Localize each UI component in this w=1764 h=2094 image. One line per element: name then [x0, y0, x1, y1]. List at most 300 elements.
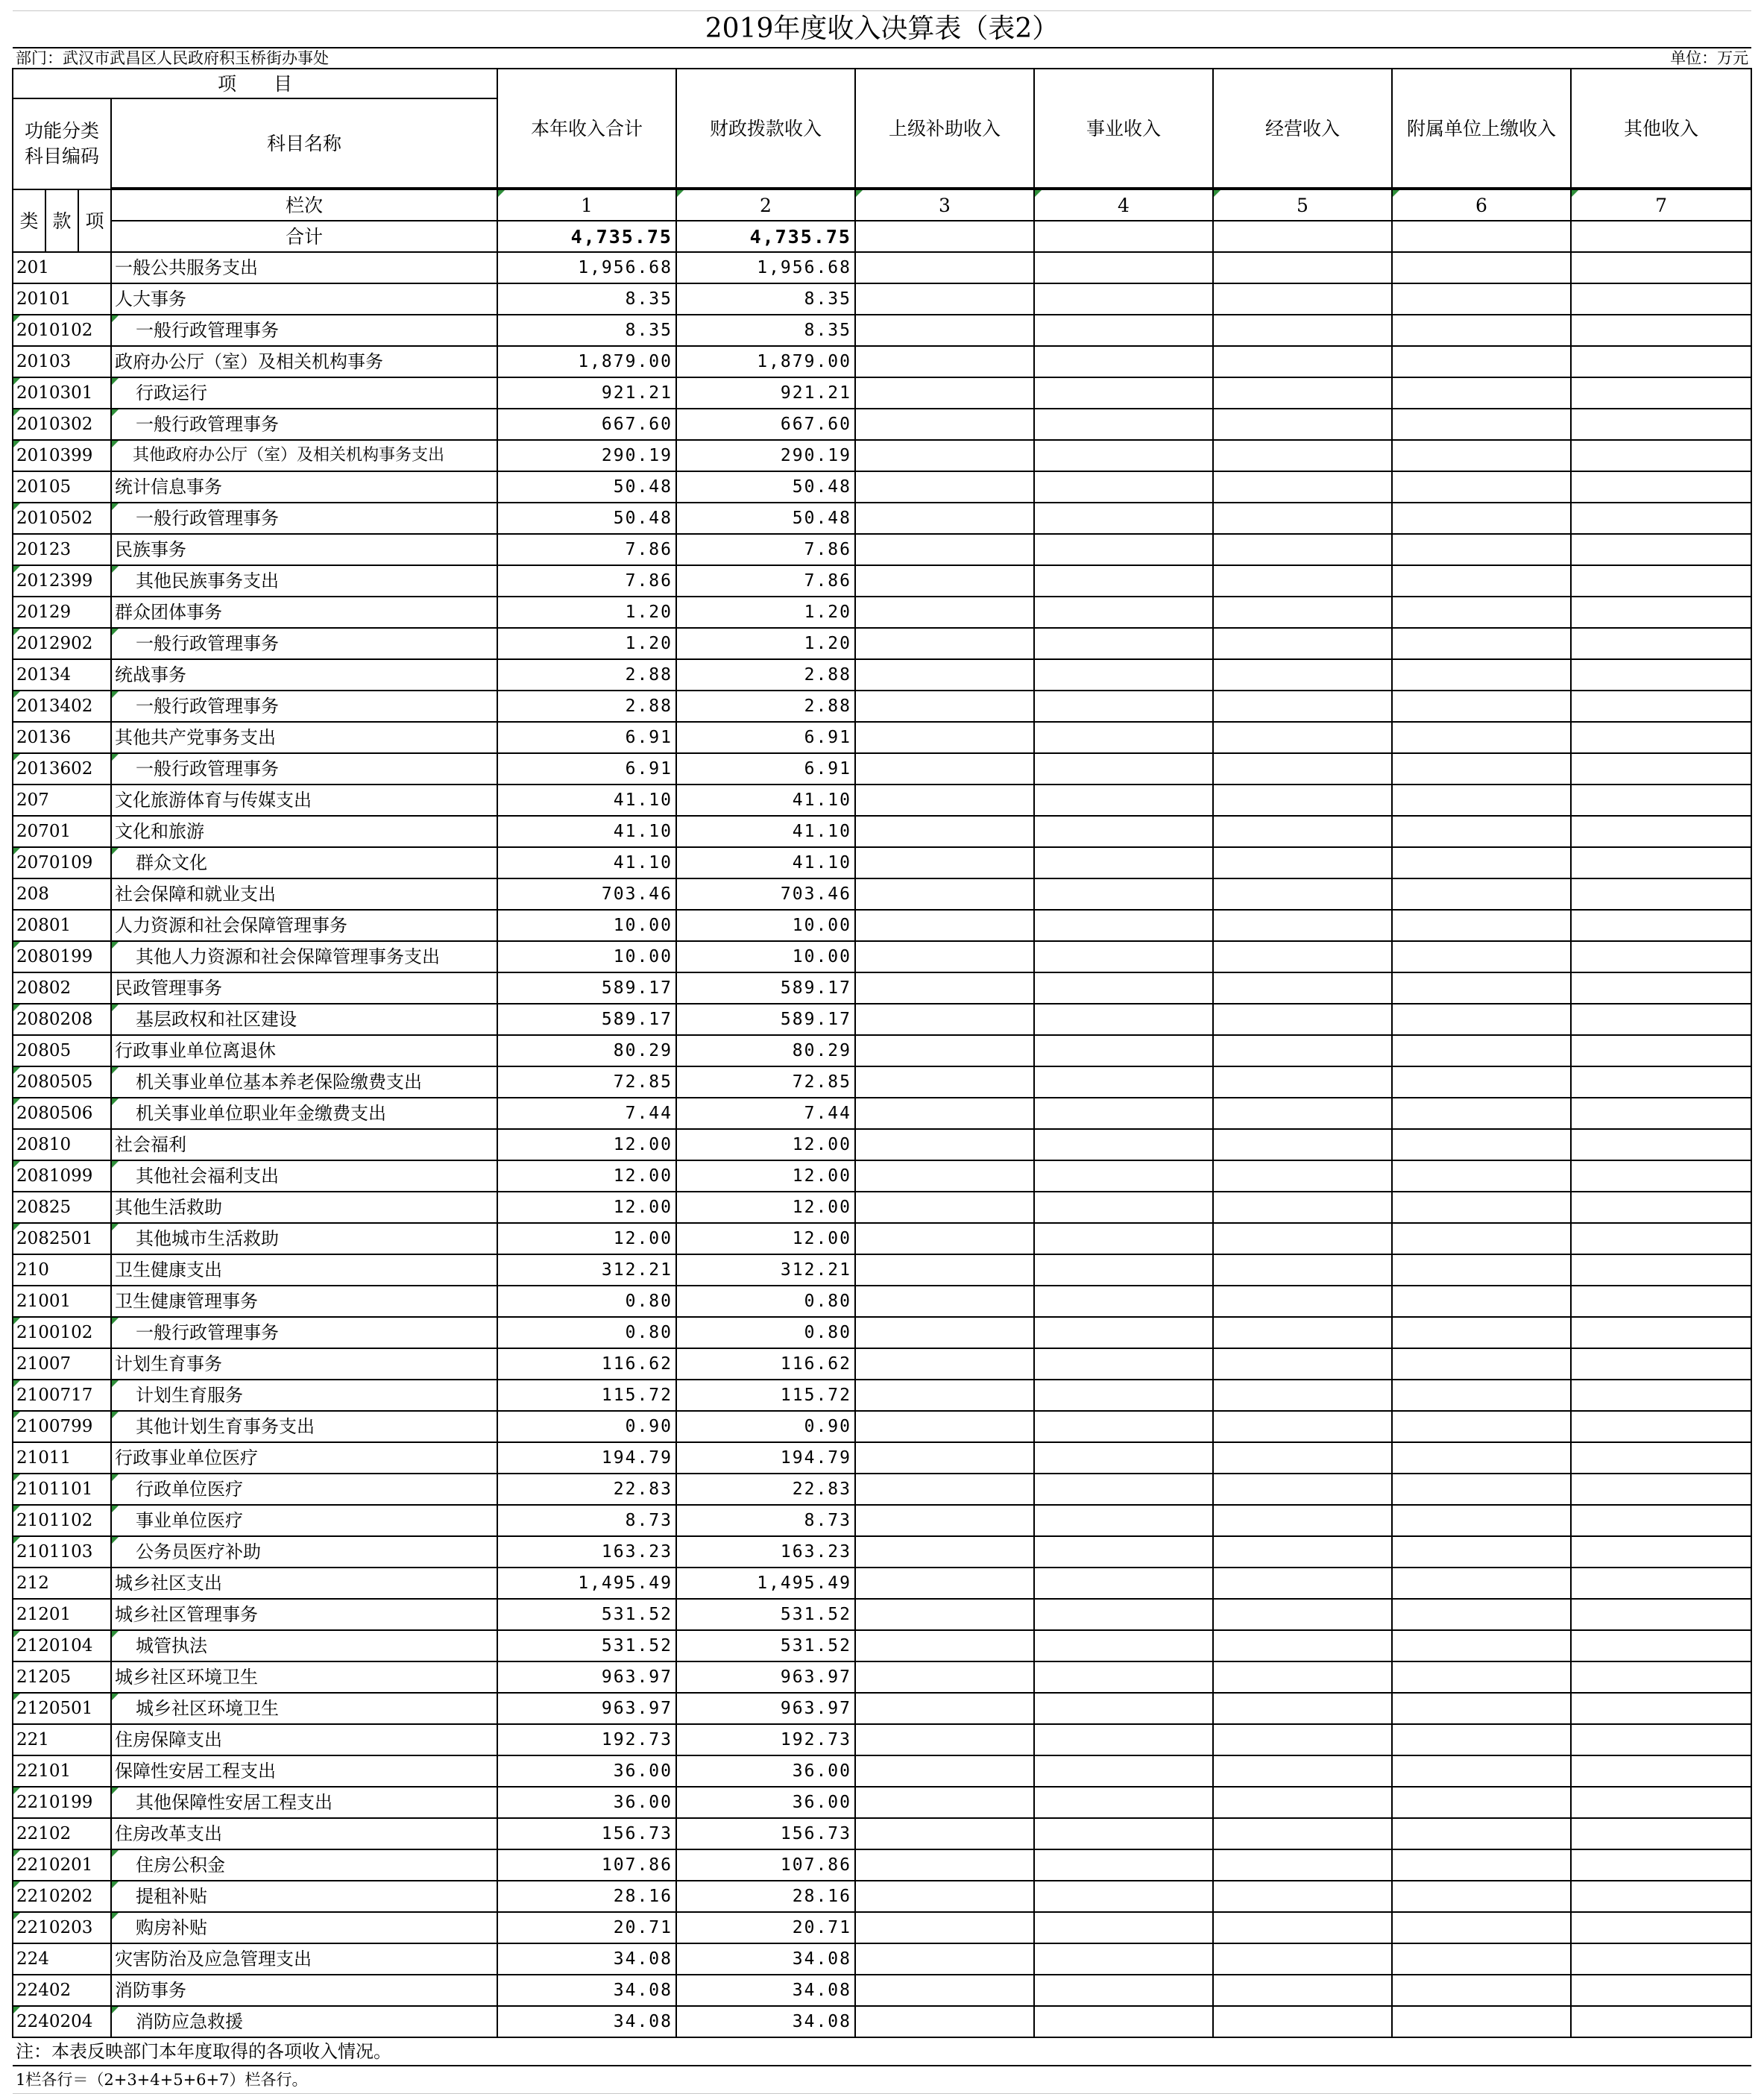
- row-col-1: 0.90: [497, 1411, 676, 1442]
- row-code: 20802: [13, 972, 111, 1004]
- row-col-1: 41.10: [497, 847, 676, 878]
- table-row: [13, 377, 1751, 409]
- row-col-7: [1571, 1661, 1751, 1693]
- row-col-4: [1034, 659, 1213, 691]
- row-col-5: [1213, 1599, 1392, 1630]
- row-col-6: [1392, 377, 1571, 409]
- row-col-7: [1571, 1317, 1751, 1348]
- row-col-6: [1392, 1066, 1571, 1098]
- row-col-1: 156.73: [497, 1818, 676, 1849]
- row-code: 2100717: [13, 1380, 111, 1411]
- row-code: 21205: [13, 1661, 111, 1693]
- row-col-7: [1571, 1849, 1751, 1881]
- row-col-2: 50.48: [676, 503, 855, 534]
- row-col-6: [1392, 878, 1571, 910]
- row-col-5: [1213, 1693, 1392, 1724]
- row-col-1: 12.00: [497, 1160, 676, 1192]
- row-subject-name: 其他城市生活救助: [111, 1223, 497, 1254]
- table-row: [13, 1536, 1751, 1568]
- row-code: 2010502: [13, 503, 111, 534]
- row-col-7: [1571, 1881, 1751, 1912]
- row-code: 2012902: [13, 628, 111, 659]
- row-col-6: [1392, 941, 1571, 972]
- row-col-1: 7.44: [497, 1098, 676, 1129]
- row-col-2: 34.08: [676, 1943, 855, 1975]
- row-col-4: [1034, 753, 1213, 785]
- row-col-6: [1392, 2006, 1571, 2037]
- row-col-4: [1034, 1630, 1213, 1661]
- row-col-6: [1392, 1223, 1571, 1254]
- row-subject-name: 一般行政管理事务: [111, 1317, 497, 1348]
- row-col-7: [1571, 409, 1751, 440]
- row-col-2: 12.00: [676, 1160, 855, 1192]
- row-subject-name: 购房补贴: [111, 1912, 497, 1943]
- row-subject-name: 保障性安居工程支出: [111, 1755, 497, 1787]
- row-code: 20805: [13, 1035, 111, 1066]
- row-code: 20810: [13, 1129, 111, 1160]
- row-col-7: [1571, 691, 1751, 722]
- row-col-1: 963.97: [497, 1693, 676, 1724]
- row-col-7: [1571, 2006, 1751, 2037]
- row-col-6: [1392, 534, 1571, 565]
- table-row: [13, 1223, 1751, 1254]
- row-code: 2080208: [13, 1004, 111, 1035]
- row-col-2: 531.52: [676, 1630, 855, 1661]
- row-subject-name: 住房公积金: [111, 1849, 497, 1881]
- row-subject-name: 群众文化: [111, 847, 497, 878]
- row-col-3: [855, 1818, 1034, 1849]
- row-col-2: 6.91: [676, 753, 855, 785]
- row-col-5: [1213, 377, 1392, 409]
- row-col-7: [1571, 1787, 1751, 1818]
- row-col-3: [855, 1787, 1034, 1818]
- row-col-4: [1034, 691, 1213, 722]
- row-subject-name: 其他生活救助: [111, 1192, 497, 1223]
- row-col-6: [1392, 315, 1571, 346]
- row-col-3: [855, 377, 1034, 409]
- col-num-4: 4: [1034, 189, 1213, 221]
- row-col-5: [1213, 1286, 1392, 1317]
- row-col-3: [855, 972, 1034, 1004]
- row-col-4: [1034, 941, 1213, 972]
- row-col-7: [1571, 910, 1751, 941]
- table-row: [13, 534, 1751, 565]
- row-col-4: [1034, 1380, 1213, 1411]
- row-code: 2100102: [13, 1317, 111, 1348]
- row-col-6: [1392, 1661, 1571, 1693]
- row-col-5: [1213, 346, 1392, 377]
- row-col-4: [1034, 1474, 1213, 1505]
- row-col-2: 12.00: [676, 1192, 855, 1223]
- row-col-5: [1213, 628, 1392, 659]
- row-col-2: 1,956.68: [676, 252, 855, 283]
- row-col-7: [1571, 565, 1751, 597]
- row-col-4: [1034, 1348, 1213, 1380]
- row-col-3: [855, 1505, 1034, 1536]
- row-col-5: [1213, 691, 1392, 722]
- table-row: [13, 659, 1751, 691]
- row-code: 20103: [13, 346, 111, 377]
- row-col-6: [1392, 440, 1571, 471]
- table-row: [13, 1755, 1751, 1787]
- table-row: [13, 1192, 1751, 1223]
- row-col-5: [1213, 1661, 1392, 1693]
- row-code: 2010302: [13, 409, 111, 440]
- row-col-6: [1392, 1599, 1571, 1630]
- row-col-5: [1213, 1630, 1392, 1661]
- table-row: [13, 1943, 1751, 1975]
- table-row: [13, 1599, 1751, 1630]
- row-col-2: 7.86: [676, 534, 855, 565]
- row-col-4: [1034, 252, 1213, 283]
- row-subject-name: 社会福利: [111, 1129, 497, 1160]
- row-col-3: [855, 1724, 1034, 1755]
- row-col-1: 10.00: [497, 941, 676, 972]
- table-row: [13, 1442, 1751, 1474]
- row-col-2: 921.21: [676, 377, 855, 409]
- row-col-6: [1392, 910, 1571, 941]
- table-row: [13, 440, 1751, 471]
- col-num-3: 3: [855, 189, 1034, 221]
- row-col-2: 10.00: [676, 910, 855, 941]
- table-row: [13, 972, 1751, 1004]
- table-row: [13, 1254, 1751, 1286]
- row-col-7: [1571, 1223, 1751, 1254]
- row-col-6: [1392, 1943, 1571, 1975]
- table-row: [13, 1380, 1751, 1411]
- row-col-7: [1571, 1035, 1751, 1066]
- row-col-7: [1571, 659, 1751, 691]
- header-col-6: 附属单位上缴收入: [1392, 69, 1571, 188]
- row-code: 2240204: [13, 2006, 111, 2037]
- row-col-5: [1213, 1943, 1392, 1975]
- row-col-3: [855, 346, 1034, 377]
- row-col-2: 34.08: [676, 2006, 855, 2037]
- row-col-4: [1034, 1286, 1213, 1317]
- row-col-4: [1034, 1693, 1213, 1724]
- row-code: 22101: [13, 1755, 111, 1787]
- department-label: 部门：武汉市武昌区人民政府积玉桥街办事处: [13, 48, 1392, 69]
- row-col-4: [1034, 847, 1213, 878]
- row-col-2: 1,495.49: [676, 1568, 855, 1599]
- row-col-5: [1213, 816, 1392, 847]
- row-col-7: [1571, 1943, 1751, 1975]
- row-col-4: [1034, 471, 1213, 503]
- row-col-3: [855, 1630, 1034, 1661]
- row-col-4: [1034, 1975, 1213, 2006]
- row-col-3: [855, 628, 1034, 659]
- row-subject-name: 文化旅游体育与传媒支出: [111, 785, 497, 816]
- table-row: [13, 1004, 1751, 1035]
- row-col-7: [1571, 1380, 1751, 1411]
- row-col-7: [1571, 1724, 1751, 1755]
- row-col-3: [855, 691, 1034, 722]
- row-col-7: [1571, 878, 1751, 910]
- row-col-7: [1571, 753, 1751, 785]
- row-col-1: 531.52: [497, 1630, 676, 1661]
- row-subject-name: 机关事业单位职业年金缴费支出: [111, 1098, 497, 1129]
- row-code: 20105: [13, 471, 111, 503]
- row-subject-name: 其他保障性安居工程支出: [111, 1787, 497, 1818]
- row-col-6: [1392, 722, 1571, 753]
- row-col-1: 667.60: [497, 409, 676, 440]
- row-col-7: [1571, 283, 1751, 315]
- table-row: [13, 1348, 1751, 1380]
- row-col-1: 7.86: [497, 534, 676, 565]
- row-subject-name: 人力资源和社会保障管理事务: [111, 910, 497, 941]
- row-col-1: 80.29: [497, 1035, 676, 1066]
- row-col-6: [1392, 565, 1571, 597]
- row-col-4: [1034, 816, 1213, 847]
- row-col-5: [1213, 597, 1392, 628]
- row-col-4: [1034, 972, 1213, 1004]
- row-code: 20134: [13, 659, 111, 691]
- row-col-1: 8.35: [497, 283, 676, 315]
- row-code: 20136: [13, 722, 111, 753]
- row-col-4: [1034, 1881, 1213, 1912]
- row-col-3: [855, 1035, 1034, 1066]
- row-col-4: [1034, 1035, 1213, 1066]
- row-subject-name: 一般行政管理事务: [111, 409, 497, 440]
- row-col-3: [855, 1286, 1034, 1317]
- row-code: 2100799: [13, 1411, 111, 1442]
- row-col-3: [855, 753, 1034, 785]
- row-col-6: [1392, 659, 1571, 691]
- row-code: 22402: [13, 1975, 111, 2006]
- row-col-2: 0.90: [676, 1411, 855, 1442]
- row-col-4: [1034, 1317, 1213, 1348]
- row-subject-name: 文化和旅游: [111, 816, 497, 847]
- row-code: 224: [13, 1943, 111, 1975]
- row-col-6: [1392, 252, 1571, 283]
- row-col-5: [1213, 1442, 1392, 1474]
- row-col-2: 531.52: [676, 1599, 855, 1630]
- table-row: [13, 878, 1751, 910]
- table-row: [13, 1661, 1751, 1693]
- row-col-3: [855, 1975, 1034, 2006]
- row-col-6: [1392, 471, 1571, 503]
- row-col-3: [855, 722, 1034, 753]
- row-col-3: [855, 1881, 1034, 1912]
- row-col-5: [1213, 1568, 1392, 1599]
- row-col-2: 36.00: [676, 1787, 855, 1818]
- row-code: 2120501: [13, 1693, 111, 1724]
- table-row: [13, 847, 1751, 878]
- row-subject-name: 城乡社区环境卫生: [111, 1693, 497, 1724]
- row-col-3: [855, 503, 1034, 534]
- row-col-1: 7.86: [497, 565, 676, 597]
- row-col-4: [1034, 1943, 1213, 1975]
- row-col-3: [855, 659, 1034, 691]
- row-code: 20825: [13, 1192, 111, 1223]
- row-col-1: 36.00: [497, 1755, 676, 1787]
- row-col-5: [1213, 941, 1392, 972]
- row-col-4: [1034, 534, 1213, 565]
- row-code: 2082501: [13, 1223, 111, 1254]
- row-col-6: [1392, 1630, 1571, 1661]
- row-code: 2120104: [13, 1630, 111, 1661]
- row-col-4: [1034, 1254, 1213, 1286]
- row-subject-name: 统计信息事务: [111, 471, 497, 503]
- table-row: [13, 628, 1751, 659]
- row-col-1: 0.80: [497, 1317, 676, 1348]
- total-label: 合计: [111, 221, 497, 252]
- row-col-6: [1392, 409, 1571, 440]
- row-col-5: [1213, 283, 1392, 315]
- row-col-4: [1034, 878, 1213, 910]
- income-table: [12, 10, 1752, 2094]
- row-subject-name: 公务员医疗补助: [111, 1536, 497, 1568]
- row-code: 201: [13, 252, 111, 283]
- row-subject-name: 社会保障和就业支出: [111, 878, 497, 910]
- row-col-7: [1571, 1536, 1751, 1568]
- row-subject-name: 民政管理事务: [111, 972, 497, 1004]
- row-col-4: [1034, 1818, 1213, 1849]
- row-subject-name: 提租补贴: [111, 1881, 497, 1912]
- row-col-6: [1392, 597, 1571, 628]
- row-code: 2101103: [13, 1536, 111, 1568]
- row-code: 2080505: [13, 1066, 111, 1098]
- row-col-7: [1571, 1098, 1751, 1129]
- row-col-2: 963.97: [676, 1693, 855, 1724]
- row-col-7: [1571, 1505, 1751, 1536]
- row-col-6: [1392, 1536, 1571, 1568]
- row-col-4: [1034, 409, 1213, 440]
- table-row: [13, 1317, 1751, 1348]
- row-col-3: [855, 785, 1034, 816]
- table-row: [13, 1160, 1751, 1192]
- table-row: [13, 1568, 1751, 1599]
- row-col-7: [1571, 1818, 1751, 1849]
- row-col-6: [1392, 1348, 1571, 1380]
- row-col-6: [1392, 1724, 1571, 1755]
- row-col-4: [1034, 440, 1213, 471]
- row-subject-name: 其他政府办公厅（室）及相关机构事务支出: [111, 440, 497, 471]
- row-col-6: [1392, 1098, 1571, 1129]
- row-col-2: 116.62: [676, 1348, 855, 1380]
- row-subject-name: 住房保障支出: [111, 1724, 497, 1755]
- row-col-4: [1034, 377, 1213, 409]
- row-col-6: [1392, 1411, 1571, 1442]
- row-col-5: [1213, 1881, 1392, 1912]
- row-code: 21007: [13, 1348, 111, 1380]
- row-col-4: [1034, 1755, 1213, 1787]
- row-subject-name: 住房改革支出: [111, 1818, 497, 1849]
- row-col-3: [855, 597, 1034, 628]
- row-col-5: [1213, 503, 1392, 534]
- row-col-2: 36.00: [676, 1755, 855, 1787]
- row-col-1: 1.20: [497, 597, 676, 628]
- row-col-4: [1034, 1066, 1213, 1098]
- header-kuan: 款: [45, 189, 78, 252]
- row-code: 2013602: [13, 753, 111, 785]
- row-col-1: 963.97: [497, 1661, 676, 1693]
- total-col-5: [1213, 221, 1392, 252]
- row-col-7: [1571, 1192, 1751, 1223]
- row-col-1: 20.71: [497, 1912, 676, 1943]
- row-code: 2210202: [13, 1881, 111, 1912]
- row-col-2: 20.71: [676, 1912, 855, 1943]
- row-subject-name: 计划生育事务: [111, 1348, 497, 1380]
- row-col-6: [1392, 1881, 1571, 1912]
- row-col-1: 1.20: [497, 628, 676, 659]
- row-col-4: [1034, 1661, 1213, 1693]
- row-col-7: [1571, 1975, 1751, 2006]
- row-col-7: [1571, 1755, 1751, 1787]
- row-col-6: [1392, 1693, 1571, 1724]
- row-col-4: [1034, 283, 1213, 315]
- row-subject-name: 卫生健康管理事务: [111, 1286, 497, 1317]
- row-subject-name: 行政单位医疗: [111, 1474, 497, 1505]
- row-col-3: [855, 1912, 1034, 1943]
- row-col-6: [1392, 785, 1571, 816]
- row-col-4: [1034, 2006, 1213, 2037]
- row-col-3: [855, 878, 1034, 910]
- row-code: 2010399: [13, 440, 111, 471]
- row-col-4: [1034, 315, 1213, 346]
- unit-label: 单位：万元: [1392, 48, 1751, 69]
- row-col-7: [1571, 1568, 1751, 1599]
- row-col-7: [1571, 628, 1751, 659]
- row-subject-name: 其他共产党事务支出: [111, 722, 497, 753]
- row-col-6: [1392, 1317, 1571, 1348]
- row-col-4: [1034, 1411, 1213, 1442]
- row-code: 212: [13, 1568, 111, 1599]
- row-col-2: 589.17: [676, 1004, 855, 1035]
- row-col-5: [1213, 722, 1392, 753]
- row-col-5: [1213, 409, 1392, 440]
- row-col-2: 8.73: [676, 1505, 855, 1536]
- row-subject-name: 城乡社区支出: [111, 1568, 497, 1599]
- row-col-4: [1034, 597, 1213, 628]
- row-col-2: 194.79: [676, 1442, 855, 1474]
- header-col-5: 经营收入: [1213, 69, 1392, 188]
- row-col-1: 41.10: [497, 816, 676, 847]
- row-subject-name: 行政事业单位离退休: [111, 1035, 497, 1066]
- row-subject-name: 一般行政管理事务: [111, 753, 497, 785]
- col-num-2: 2: [676, 189, 855, 221]
- row-subject-name: 行政运行: [111, 377, 497, 409]
- row-col-5: [1213, 910, 1392, 941]
- row-col-3: [855, 816, 1034, 847]
- row-col-1: 312.21: [497, 1254, 676, 1286]
- row-col-5: [1213, 1912, 1392, 1943]
- row-code: 22102: [13, 1818, 111, 1849]
- row-col-1: 0.80: [497, 1286, 676, 1317]
- row-col-3: [855, 409, 1034, 440]
- row-col-4: [1034, 1787, 1213, 1818]
- row-col-7: [1571, 1160, 1751, 1192]
- row-col-4: [1034, 1912, 1213, 1943]
- row-col-5: [1213, 1129, 1392, 1160]
- row-col-4: [1034, 1849, 1213, 1881]
- row-col-7: [1571, 941, 1751, 972]
- table-row: [13, 471, 1751, 503]
- table-row: [13, 597, 1751, 628]
- table-row: [13, 1129, 1751, 1160]
- row-subject-name: 其他民族事务支出: [111, 565, 497, 597]
- row-col-6: [1392, 1442, 1571, 1474]
- row-col-3: [855, 847, 1034, 878]
- row-col-3: [855, 1254, 1034, 1286]
- row-subject-name: 统战事务: [111, 659, 497, 691]
- row-col-1: 41.10: [497, 785, 676, 816]
- row-code: 221: [13, 1724, 111, 1755]
- row-col-5: [1213, 1505, 1392, 1536]
- row-col-2: 1.20: [676, 597, 855, 628]
- row-col-5: [1213, 1192, 1392, 1223]
- row-code: 2210201: [13, 1849, 111, 1881]
